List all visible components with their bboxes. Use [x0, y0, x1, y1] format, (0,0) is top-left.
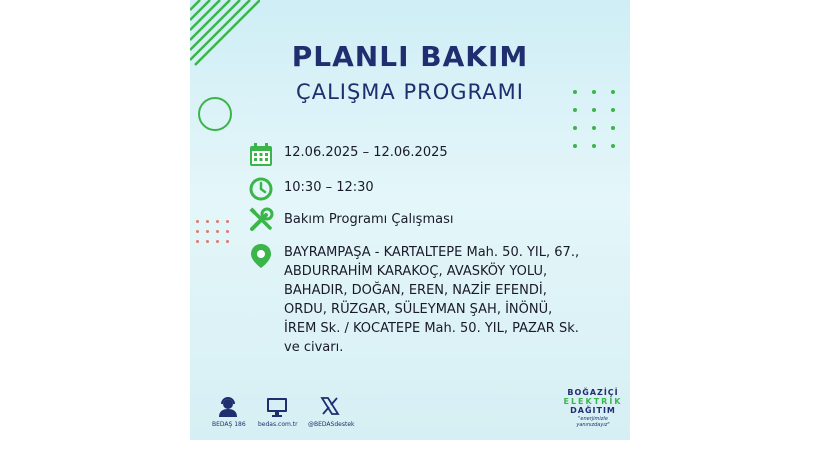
title-sub: ÇALIŞMA PROGRAMI — [296, 80, 524, 104]
work-type: Bakım Programı Çalışması — [284, 212, 454, 227]
location-text: BAYRAMPAŞA - KARTALTEPE Mah. 50. YIL, 67., ABDURRAHİM KARAKOÇ, AVASKÖY YOLU, BAHADIR, DOĞAN, EREN, NAZİF EFENDİ, ORDU, RÜZGAR, SÜLEYMAN ŞAH, İNÖNÜ, İREM Sk. / KOCATEPE Mah. 50. YIL, PAZAR Sk. ve civarı. — [284, 245, 580, 355]
logo-line3: DAĞITIM — [570, 406, 616, 415]
title-main: PLANLI BAKIM — [291, 40, 529, 73]
logo-line2: ELEKTRİK — [563, 397, 623, 406]
x-social-icon — [320, 396, 340, 416]
work-row — [248, 207, 453, 233]
company-logo — [562, 388, 624, 428]
calendar-icon — [248, 142, 274, 168]
phone-label: BEDAŞ 186 — [212, 421, 246, 428]
website-label: bedas.com.tr — [258, 421, 298, 428]
location-row — [248, 243, 584, 357]
tools-icon — [248, 207, 274, 233]
logo-line1: BOĞAZİÇİ — [567, 388, 619, 397]
clock-icon — [248, 176, 274, 202]
time-row — [248, 176, 374, 202]
call-center-icon — [217, 396, 239, 418]
logo-slogan: "enerjimizle yanınızdayız" — [576, 416, 610, 428]
maintenance-card — [190, 0, 630, 440]
date-row — [248, 142, 448, 168]
date-range: 12.06.2025 – 12.06.2025 — [284, 145, 448, 160]
monitor-icon — [266, 396, 288, 418]
time-range: 10:30 – 12:30 — [284, 180, 374, 195]
social-label: @BEDASdestek — [308, 421, 355, 428]
map-pin-icon — [248, 243, 274, 269]
